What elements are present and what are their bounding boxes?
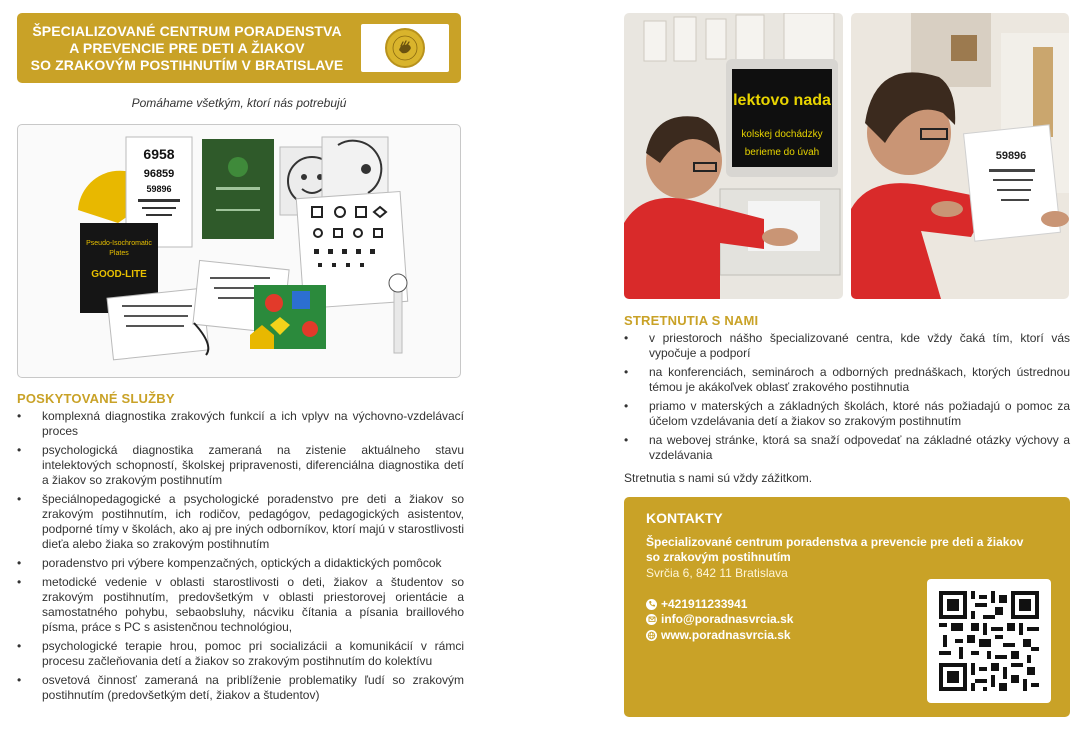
svg-text:Pseudo-Isochromatic: Pseudo-Isochromatic <box>86 240 152 247</box>
title-line-1: ŠPECIALIZOVANÉ CENTRUM PORADENSTVA <box>32 22 342 39</box>
contact-address: Svrčia 6, 842 11 Bratislava <box>646 566 788 580</box>
list-item: • v priestoroch nášho špecializované centra, kde vždy čaká tím, ktorí vás vypočuje a podporí <box>624 331 1070 361</box>
chart-digits-row-1: 6958 <box>143 146 175 162</box>
qr-code-icon[interactable] <box>927 579 1051 703</box>
contact-organization: Špecializované centrum poradenstva a prevencie pre deti a žiakov so zrakovým postihnutím <box>646 535 1024 564</box>
list-item: • psychologické terapie hrou, pomoc pri socializácii a komunikácií v rámci procesu začleňovania detí a žiakov so zrakovým postihnutím do kolektívu <box>17 639 464 669</box>
meetings-note: Stretnutia s nami sú vždy zážitkom. <box>624 471 813 485</box>
title-line-3: SO ZRAKOVÝM POSTIHNUTÍM V BRATISLAVE <box>30 56 344 73</box>
list-item: • osvetová činnosť zameraná na priblíženie problematiky ľudí so zrakovým postihnutím (predovšetkým detí, žiakov a študentov) <box>17 673 464 703</box>
services-list <box>17 409 464 707</box>
contact-web[interactable] <box>646 628 791 642</box>
globe-icon <box>646 630 657 641</box>
list-item: • komplexná diagnostika zrakových funkcií a ich vplyv na výchovno-vzdelávací proces <box>17 409 464 439</box>
list-item: • špeciálnopedagogické a psychologické poradenstvo pre deti a žiakov so zrakovým postihnutím, ich rodičov, pedagógov, pedagogických asistentov, podporné tímy v školách, ako aj pre iných odborníkov, ktorí majú v starostlivosti dieťa alebo žiaka so zrakovým postihnutím <box>17 492 464 552</box>
card-digits: 59896 <box>995 150 1027 162</box>
vision-test-products-image <box>17 124 461 378</box>
email-link[interactable]: info@poradnasvrcia.sk <box>661 612 794 626</box>
screen-line-3: berieme do úvah <box>744 147 820 158</box>
contacts-heading: KONTAKTY <box>646 510 723 526</box>
chart-digits-row-2: 96859 <box>143 168 175 180</box>
center-title <box>17 23 357 74</box>
contacts-panel <box>624 497 1070 717</box>
booklet-label: GOOD-LITE <box>91 269 147 280</box>
contact-email[interactable] <box>646 612 793 626</box>
email-icon <box>646 614 657 625</box>
list-item: • psychologická diagnostika zameraná na zistenie aktuálneho stavu intelektových schopností, školskej pripravenosti, diferenciálna diagnostika detí a žiakov so zrakovým postihnutím <box>17 443 464 488</box>
tagline: Pomáhame všetkým, ktorí nás potrebujú <box>131 96 347 110</box>
list-item: • poradenstvo pri výbere kompenzačných, optických a didaktických pomôcok <box>17 556 464 571</box>
meetings-list <box>624 331 1070 467</box>
list-item: • priamo v materských a základných školách, ktoré nás požiadajú o pomoc za účelom vzdelávania detí a žiakov so zrakovým postihnutím <box>624 399 1070 429</box>
list-item: • na webovej stránke, ktorá sa snaží odpovedať na základné otázky výchovy a vzdelávania <box>624 433 1070 463</box>
website-link[interactable]: www.poradnasvrcia.sk <box>661 628 791 642</box>
list-item: • metodické vedenie v oblasti starostlivosti o deti, žiakov a študentov so zrakovým postihnutím, predovšetkým v oblasti priestorovej orientácie a samostatného pohybu, sebaobsluhy, nácviku čítania a písania braillového písma, práce s PC s asistenčnou technológiou, <box>17 575 464 635</box>
screen-line-2: kolskej dochádzky <box>741 129 823 140</box>
screen-line-1: lektovo nada <box>733 92 831 109</box>
list-item: • na konferenciách, seminároch a odborných prednáškach, ktorých ústrednou témou je akákoľvek oblasť zrakového postihnutia <box>624 365 1070 395</box>
chart-digits-row-3: 59896 <box>146 184 172 194</box>
photo-boy-reading-chart <box>851 13 1069 299</box>
svg-text:Plates: Plates <box>109 250 129 257</box>
services-heading: POSKYTOVANÉ SLUŽBY <box>17 391 175 406</box>
title-line-2: A PREVENCIE PRE DETI A ŽIAKOV <box>69 39 305 56</box>
photo-boy-magnifier <box>624 13 843 299</box>
meetings-heading: STRETNUTIA S NAMI <box>624 313 759 328</box>
contact-phone[interactable] <box>646 597 747 611</box>
header-banner <box>17 13 461 83</box>
phone-icon <box>646 599 657 610</box>
phone-number[interactable]: +421911233941 <box>661 597 748 611</box>
hand-seal-icon <box>385 28 425 68</box>
logo-card <box>361 24 449 72</box>
